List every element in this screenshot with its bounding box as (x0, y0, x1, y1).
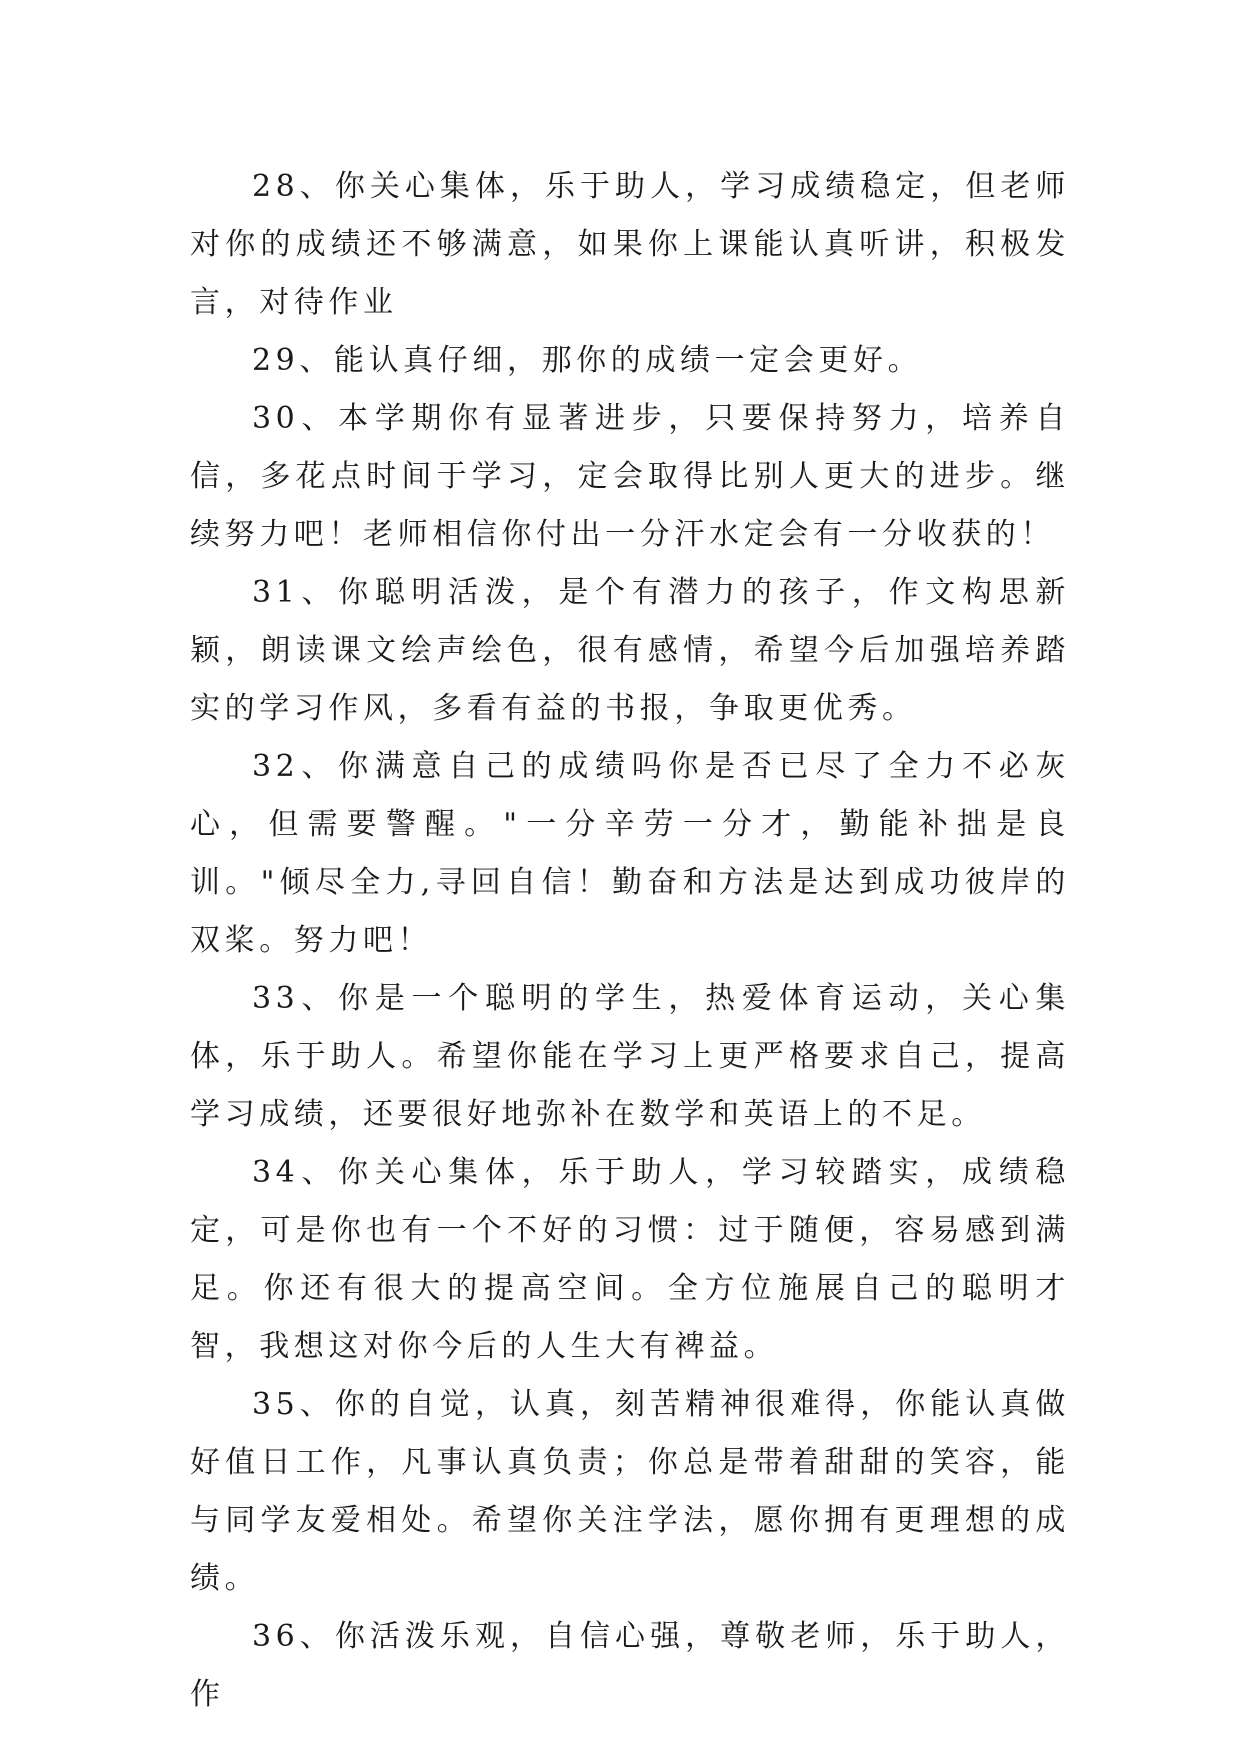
paragraph-32: 32、你满意自己的成绩吗你是否已尽了全力不必灰心，但需要警醒。"一分辛劳一分才，勤能补拙是良训。"倾尽全力,寻回自信！勤奋和方法是达到成功彼岸的双桨。努力吧！ (190, 749, 1070, 958)
paragraph-28: 28、你关心集体，乐于助人，学习成绩稳定，但老师对你的成绩还不够满意，如果你上课能认真听讲，积极发言，对待作业 (190, 169, 1070, 320)
paragraph-30: 30、本学期你有显著进步，只要保持努力，培养自信，多花点时间于学习，定会取得比别人更大的进步。继续努力吧！老师相信你付出一分汗水定会有一分收获的！ (190, 401, 1070, 552)
paragraph-36: 36、你活泼乐观，自信心强，尊敬老师，乐于助人，作 (190, 1619, 1070, 1712)
document-body (190, 158, 1070, 1724)
paragraph-31: 31、你聪明活泼，是个有潜力的孩子，作文构思新颖，朗读课文绘声绘色，很有感情，希望今后加强培养踏实的学习作风，多看有益的书报，争取更优秀。 (190, 575, 1070, 726)
paragraph-33: 33、你是一个聪明的学生，热爱体育运动，关心集体，乐于助人。希望你能在学习上更严格要求自己，提高学习成绩，还要很好地弥补在数学和英语上的不足。 (190, 981, 1070, 1132)
paragraph-34: 34、你关心集体，乐于助人，学习较踏实，成绩稳定，可是你也有一个不好的习惯：过于随便，容易感到满足。你还有很大的提高空间。全方位施展自己的聪明才智，我想这对你今后的人生大有裨益。 (190, 1155, 1070, 1364)
paragraph-35: 35、你的自觉，认真，刻苦精神很难得，你能认真做好值日工作，凡事认真负责；你总是带着甜甜的笑容，能与同学友爱相处。希望你关注学法，愿你拥有更理想的成绩。 (190, 1387, 1070, 1596)
paragraph-29: 29、能认真仔细，那你的成绩一定会更好。 (252, 343, 923, 378)
